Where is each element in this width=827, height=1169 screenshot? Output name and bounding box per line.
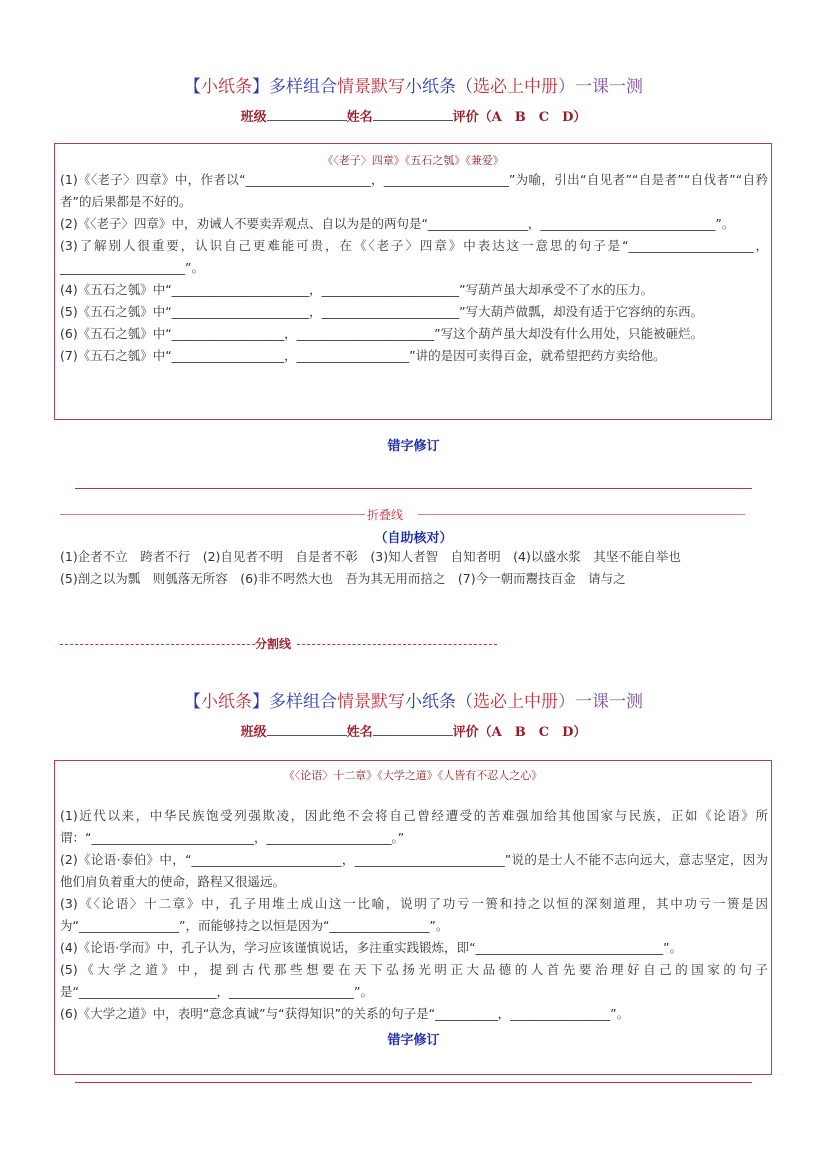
question-item: (4)《五石之瓠》中“______________________，______________________”写葫芦虽大却承受不了水的压力。 [60, 282, 654, 297]
section-heading: 《〈论语〉十二章》《大学之道》《人皆有不忍人之心》 [283, 769, 543, 782]
question-item: (1)近代以来，中华民族饱受列强欺凌，因此绝不会将自己曾经遭受的苦难强加给其他国家与民族，正如《论语》所谓：“__________________________，____________________。” [60, 808, 768, 845]
name-field[interactable] [373, 723, 453, 736]
divider [75, 1082, 752, 1083]
answer-line: (5)剖之以为瓢 则瓠落无所容 (6)非不呺然大也 吾为其无用而掊之 (7)今一朝而鬻技百金 请与之 [60, 571, 626, 586]
class-label: 班级 [240, 725, 267, 740]
split-line-right [297, 644, 497, 645]
question-item: (7)《五石之瓠》中“__________________，__________________”讲的是因可卖得百金，就希望把药方卖给他。 [60, 348, 666, 363]
title-part: 选必上中册 [473, 77, 558, 97]
section-heading: 《〈老子〉四章》《五石之瓠》《兼爱》 [322, 154, 504, 167]
question-item: (5)《五石之瓠》中“______________________，______________________”写大葫芦做瓢，却没有适于它容纳的东西。 [60, 304, 704, 319]
fold-line-label: 折叠线 [367, 508, 404, 522]
error-fix-label: 错字修订 [387, 439, 440, 454]
fold-line-left [60, 514, 365, 515]
question-list [60, 805, 768, 1025]
question-list [60, 169, 768, 367]
question-box [54, 760, 772, 1075]
title-part: ）一课一测 [558, 692, 643, 712]
title-part: 小纸条（ [405, 692, 473, 712]
name-label: 姓名 [346, 110, 373, 125]
sheet-title [0, 72, 827, 97]
title-part: 情景默写 [337, 77, 405, 97]
title-bracket: 【 [184, 77, 201, 97]
fold-line-right [418, 514, 745, 515]
divider [75, 488, 752, 489]
title-part: 情景默写 [337, 692, 405, 712]
question-item: (6)《大学之道》中，表明“意念真诚”与“获得知识”的关系的句子是“__________，________________”。 [60, 1006, 630, 1021]
answer-line: (1)企者不立 跨者不行 (2)自见者不明 自是者不彰 (3)知人者智 自知者明 (4)以盛水浆 其坚不能自举也 [60, 549, 681, 564]
student-info [0, 721, 827, 740]
class-field[interactable] [267, 723, 347, 736]
student-info [0, 106, 827, 125]
question-item: (1)《〈老子〉四章》中，作者以“____________________，____________________”为喻，引出“自见者”“自是者”“自伐者”“自矜者”的后果都是不好的。 [60, 172, 768, 209]
title-tag: 小纸条 [201, 692, 252, 712]
class-label: 班级 [240, 110, 267, 125]
split-line-label: 分割线 [255, 637, 292, 651]
title-tag: 小纸条 [201, 77, 252, 97]
split-line-left [60, 644, 255, 645]
name-field[interactable] [373, 108, 453, 121]
self-check-label: （自助核对） [374, 531, 453, 546]
question-box [54, 143, 772, 420]
title-part: 多样组合 [269, 692, 337, 712]
sheet-title [0, 687, 827, 712]
question-item: (3)《〈论语〉十二章》中，孔子用堆土成山这一比喻，说明了功亏一篑和持之以恒的深刻道理，其中功亏一篑是因为“________________”，而能够持之以恒是因为“________________”。 [60, 896, 768, 933]
grade-label: 评价（A B C D） [452, 110, 587, 125]
error-fix-label: 错字修订 [387, 1033, 440, 1048]
title-part: ）一课一测 [558, 77, 643, 97]
title-part: 选必上中册 [473, 692, 558, 712]
question-item: (6)《五石之瓠》中“__________________，______________________”写这个葫芦虽大却没有什么用处，只能被砸烂。 [60, 326, 704, 341]
title-bracket: 】 [252, 692, 269, 712]
grade-label: 评价（A B C D） [452, 725, 587, 740]
question-item: (5)《大学之道》中，提到古代那些想要在天下弘扬光明正大品德的人首先要治理好自己的国家的句子是“______________________，____________________”。 [60, 962, 768, 999]
question-item: (3)了解别人很重要，认识自己更难能可贵，在《〈老子〉四章》中表达这一意思的句子是“____________________，____________________”。 [60, 238, 768, 275]
question-item: (2)《论语·泰伯》中，“________________________，________________________”说的是士人不能不志向远大，意志坚定，因为他们肩负着重大的使命，路程又很遥远。 [60, 852, 768, 889]
title-part: 小纸条（ [405, 77, 473, 97]
title-bracket: 【 [184, 692, 201, 712]
question-item: (4)《论语·学而》中，孔子认为，学习应该谨慎说话，多注重实践锻炼，即“______________________________”。 [60, 940, 683, 955]
name-label: 姓名 [346, 725, 373, 740]
question-item: (2)《〈老子〉四章》中，劝诫人不要卖弄观点、自以为是的两句是“________________，____________________________”。 [60, 216, 735, 231]
title-bracket: 】 [252, 77, 269, 97]
title-part: 多样组合 [269, 77, 337, 97]
class-field[interactable] [267, 108, 347, 121]
